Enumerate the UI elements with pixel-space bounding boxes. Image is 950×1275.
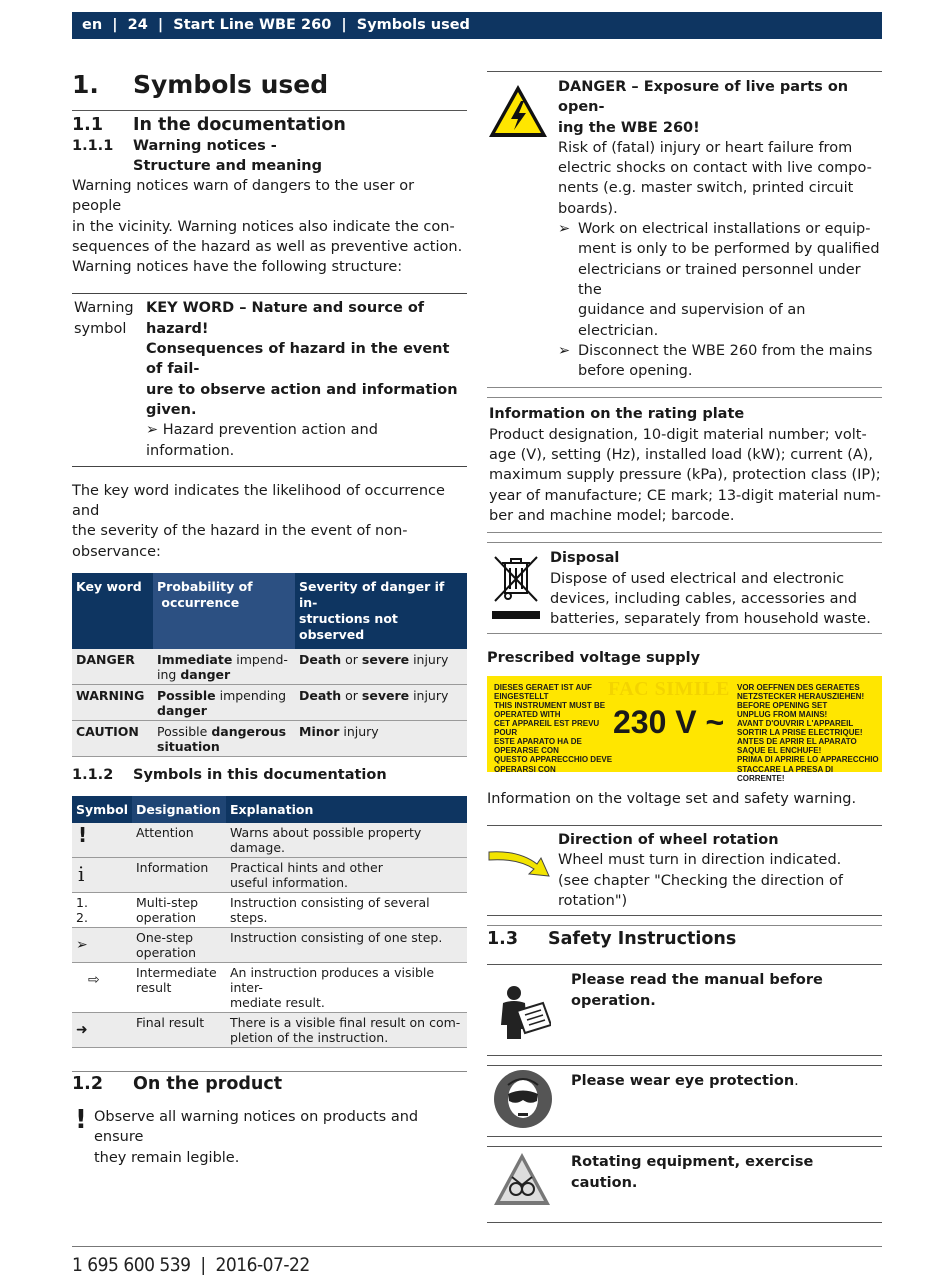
text-line: they remain legible. bbox=[94, 1149, 240, 1166]
text-line: Risk of (fatal) injury or heart failure from bbox=[558, 139, 853, 156]
arrow-icon: ➢ bbox=[558, 342, 571, 359]
text: impend- bbox=[232, 652, 288, 668]
divider bbox=[487, 633, 882, 634]
text-line: boards). bbox=[558, 200, 618, 217]
severity-cell bbox=[295, 721, 467, 757]
header-line: occurrence bbox=[157, 595, 240, 611]
label-line: AVANT D'OUVRIR L'APPAREIL bbox=[737, 719, 854, 729]
text-line: (see chapter "Checking the direction of bbox=[558, 872, 843, 889]
column-header bbox=[295, 573, 467, 649]
section-title: On the product bbox=[133, 1074, 283, 1095]
text-line: before opening. bbox=[578, 363, 693, 380]
table-row bbox=[72, 823, 467, 858]
label-line: OPERATED WITH bbox=[494, 710, 561, 719]
label-line: VOR OEFFNEN DES GERAETES bbox=[737, 682, 860, 692]
list-item bbox=[558, 219, 882, 341]
intermediate-result-icon: ⇨ bbox=[72, 963, 132, 1013]
table-row bbox=[72, 893, 467, 928]
label-line: BEFORE OPENING SET bbox=[737, 700, 828, 710]
list-item bbox=[558, 341, 882, 382]
explanation-cell: Warns about possible property damage. bbox=[226, 823, 467, 858]
divider bbox=[487, 1136, 882, 1137]
text-line: rotation") bbox=[558, 892, 628, 909]
page-header: en | 24 | Start Line WBE 260 | Symbols used bbox=[72, 12, 882, 39]
column-header: Key word bbox=[72, 573, 153, 649]
label-line: ANTES DE APRIR EL APARATO bbox=[737, 737, 857, 747]
table-row bbox=[72, 963, 467, 1013]
rating-plate-info bbox=[487, 398, 882, 526]
text-bold: Possible bbox=[157, 688, 216, 704]
right-column bbox=[487, 71, 882, 1223]
label-line: THIS INSTRUMENT MUST BE bbox=[494, 700, 606, 710]
disposal-notice bbox=[487, 543, 882, 629]
label-line: UNPLUG FROM MAINS! bbox=[737, 710, 828, 719]
divider bbox=[487, 1055, 882, 1056]
one-step-icon: ➢ bbox=[72, 928, 132, 963]
text-line: Warning bbox=[74, 300, 134, 317]
designation-cell: Multi-step operation bbox=[132, 893, 226, 928]
severity-cell bbox=[295, 685, 467, 721]
fac-simile-watermark: FAC SIMILE bbox=[608, 677, 730, 700]
title-line: Warning notices - bbox=[133, 138, 277, 154]
section-title: Symbols used bbox=[133, 69, 329, 99]
divider bbox=[487, 532, 882, 533]
designation-cell: Information bbox=[132, 858, 226, 893]
attention-icon: ! bbox=[75, 1105, 87, 1136]
text-line: symbol bbox=[74, 320, 127, 337]
header-line: Probability of bbox=[157, 579, 253, 595]
table-row bbox=[72, 721, 467, 757]
table-row bbox=[72, 685, 467, 721]
probability-cell bbox=[153, 649, 295, 685]
text-line: age (V), setting (Hz), installed load (kW); current (A), bbox=[489, 447, 874, 464]
text-line: nents (e.g. master switch, printed circuit bbox=[558, 180, 854, 197]
text-bold: dangerous bbox=[211, 724, 287, 740]
weee-bin-icon bbox=[487, 548, 550, 629]
label-line: NETZSTECKER HERAUSZIEHEN! bbox=[737, 691, 865, 701]
probability-cell bbox=[153, 721, 295, 757]
text-line: Wheel must turn in direction indicated. bbox=[558, 852, 842, 869]
safety-text: Please read the manual before operation. bbox=[571, 972, 823, 1009]
table-header-row bbox=[72, 573, 467, 649]
text-line: ber and machine model; barcode. bbox=[489, 507, 735, 524]
text-line: maximum supply pressure (kPa), protection class (IP); bbox=[489, 467, 881, 484]
label-line: OPERARSE CON bbox=[494, 746, 559, 756]
danger-text bbox=[558, 77, 882, 381]
safety-eye-protection bbox=[487, 1066, 882, 1136]
section-number: 1.1.2 bbox=[72, 767, 114, 784]
header-line: Severity of danger if in- bbox=[299, 579, 445, 611]
text-line: year of manufacture; CE mark; 13-digit material num- bbox=[489, 487, 881, 504]
label-line: SAQUE EL ENCHUFE! bbox=[737, 746, 822, 756]
text-line: guidance and supervision of an electrician. bbox=[578, 302, 806, 339]
safety-rotating-equipment bbox=[487, 1147, 882, 1222]
final-result-icon: ➜ bbox=[72, 1013, 132, 1048]
section-number: 1.2 bbox=[72, 1074, 104, 1095]
information-icon: i bbox=[72, 858, 132, 893]
column-header bbox=[153, 573, 295, 649]
explanation-cell: There is a visible final result on com- pletion of the instruction. bbox=[226, 1013, 467, 1048]
section-number: 1. bbox=[72, 69, 99, 99]
text-line: Disconnect the WBE 260 from the mains bbox=[578, 342, 873, 359]
eye-protection-icon bbox=[487, 1066, 571, 1136]
label-line: OPERARSI CON bbox=[494, 764, 556, 774]
label-text-right bbox=[737, 683, 882, 783]
column-header: Symbol bbox=[72, 796, 132, 823]
table-row bbox=[72, 649, 467, 685]
header-line: structions not observed bbox=[299, 611, 398, 643]
text: Possible bbox=[157, 724, 212, 740]
text-line: electric shocks on contact with live compo- bbox=[558, 160, 872, 177]
text-bold: severe bbox=[361, 652, 410, 668]
section-1-1-2-heading bbox=[72, 765, 467, 785]
section-1-1-1-heading bbox=[72, 136, 467, 176]
rotation-title: Direction of wheel rotation bbox=[558, 832, 779, 849]
product-notice bbox=[72, 1107, 467, 1168]
read-manual-icon bbox=[487, 965, 571, 1055]
keyword-intro bbox=[72, 481, 467, 562]
section-1-heading bbox=[72, 66, 467, 102]
label-line: DIESES GERAET IST AUF bbox=[494, 682, 592, 692]
section-1-1-heading bbox=[72, 115, 467, 135]
consequence-line: Consequences of hazard in the event of fail- bbox=[146, 341, 450, 378]
text-line: electricians or trained personnel under the bbox=[578, 261, 861, 298]
divider bbox=[72, 110, 467, 111]
warning-symbol-label bbox=[74, 298, 146, 460]
text-line: the severity of the hazard in the event of non-observance: bbox=[72, 523, 408, 560]
label-line: EINGESTELLT bbox=[494, 691, 549, 701]
section-number: 1.3 bbox=[487, 929, 519, 950]
warning-structure-box bbox=[72, 293, 467, 466]
keyword-table bbox=[72, 573, 467, 757]
text-bold: Immediate bbox=[157, 652, 233, 668]
section-title: Symbols in this documentation bbox=[133, 767, 387, 784]
danger-title-line: ing the WBE 260! bbox=[558, 119, 700, 136]
text-bold: Minor bbox=[299, 724, 340, 740]
rotation-notice bbox=[487, 826, 882, 911]
column-header: Designation bbox=[132, 796, 226, 823]
text-bold: situation bbox=[157, 739, 220, 755]
safety-read-manual bbox=[487, 965, 882, 1055]
multi-step-icon: 1. 2. bbox=[72, 893, 132, 928]
probability-cell bbox=[153, 685, 295, 721]
divider bbox=[487, 915, 882, 916]
disposal-title: Disposal bbox=[550, 550, 620, 567]
section-1-3-heading bbox=[487, 929, 882, 949]
action-line: ➢ Hazard prevention action and information. bbox=[146, 422, 378, 459]
danger-notice bbox=[487, 72, 882, 381]
text: ing bbox=[157, 667, 181, 683]
text-line: Dispose of used electrical and electronic bbox=[550, 570, 845, 587]
text-line: The key word indicates the likelihood of occurrence and bbox=[72, 482, 445, 520]
text-bold: severe bbox=[361, 688, 410, 704]
text-line: sequences of the hazard as well as preventive action. bbox=[72, 238, 463, 255]
table-row bbox=[72, 1013, 467, 1048]
voltage-info: Information on the voltage set and safety warning. bbox=[487, 790, 857, 807]
footer-divider bbox=[72, 1246, 882, 1247]
rating-title: Information on the rating plate bbox=[489, 406, 745, 423]
text-bold: danger bbox=[157, 703, 207, 719]
section-title bbox=[133, 136, 322, 176]
consequence-line: ure to observe action and information given. bbox=[146, 381, 458, 418]
symbols-table bbox=[72, 796, 467, 1048]
arrow-icon: ➢ bbox=[558, 221, 571, 238]
page-footer: 1 695 600 539 | 2016-07-22 bbox=[72, 1254, 310, 1275]
attention-icon: ! bbox=[72, 823, 132, 858]
explanation-cell: Instruction consisting of several steps. bbox=[226, 893, 467, 928]
label-line: QUESTO APPARECCHIO DEVE bbox=[494, 755, 613, 765]
table-row bbox=[72, 858, 467, 893]
left-column bbox=[72, 66, 467, 1168]
rotation-text bbox=[558, 830, 843, 911]
rotating-equipment-icon bbox=[487, 1147, 571, 1222]
disposal-text bbox=[550, 548, 871, 629]
text: injury bbox=[339, 724, 379, 740]
table-header-row bbox=[72, 796, 467, 823]
divider bbox=[487, 1222, 882, 1223]
voltage-title: Prescribed voltage supply bbox=[487, 650, 701, 667]
safety-text-bold: Please wear eye protection bbox=[571, 1073, 795, 1090]
text-line: devices, including cables, accessories and bbox=[550, 590, 857, 607]
text-line: ment is only to be performed by qualified bbox=[578, 241, 880, 258]
text-line: in the vicinity. Warning notices also indicate the con- bbox=[72, 218, 455, 235]
voltage-value: 230 V ~ bbox=[613, 703, 725, 740]
divider bbox=[72, 1071, 467, 1072]
section-title: Safety Instructions bbox=[548, 929, 737, 950]
text-bold: Death bbox=[299, 652, 342, 668]
divider bbox=[487, 925, 882, 926]
text: impending bbox=[215, 688, 287, 704]
text: or bbox=[341, 652, 362, 668]
text-line: Product designation, 10-digit material number; volt- bbox=[489, 426, 867, 443]
designation-cell: Attention bbox=[132, 823, 226, 858]
voltage-label bbox=[487, 676, 882, 783]
text: injury bbox=[409, 688, 449, 704]
danger-actions bbox=[558, 219, 882, 381]
text-line: Warning notices warn of dangers to the user or people bbox=[72, 178, 415, 215]
keyword-cell: CAUTION bbox=[72, 721, 153, 757]
product-notice-text bbox=[94, 1107, 467, 1168]
table-row bbox=[72, 928, 467, 963]
rotation-arrow-icon bbox=[487, 830, 558, 911]
text-line: Observe all warning notices on products and ensure bbox=[94, 1109, 419, 1146]
severity-cell bbox=[295, 649, 467, 685]
text: or bbox=[341, 688, 362, 704]
title-line: Structure and meaning bbox=[133, 158, 322, 174]
action-text bbox=[578, 341, 872, 382]
keyword-cell: WARNING bbox=[72, 685, 153, 721]
column-header: Explanation bbox=[226, 796, 467, 823]
text: injury bbox=[409, 652, 449, 668]
text-line: Work on electrical installations or equip- bbox=[578, 221, 871, 238]
keyword-line: KEY WORD – Nature and source of hazard! bbox=[146, 300, 425, 337]
designation-cell: Intermediate result bbox=[132, 963, 226, 1013]
explanation-cell: An instruction produces a visible inter- mediate result. bbox=[226, 963, 467, 1013]
safety-text: Rotating equipment, exercise caution. bbox=[571, 1154, 814, 1191]
warning-structure-body bbox=[146, 298, 467, 460]
intro-paragraph bbox=[72, 176, 467, 277]
label-line: STACCARE LA PRESA DI CORRENTE! bbox=[737, 764, 834, 783]
text: . bbox=[794, 1073, 799, 1090]
divider bbox=[487, 387, 882, 388]
section-1-2-heading bbox=[72, 1074, 467, 1094]
danger-title-line: DANGER – Exposure of live parts on open- bbox=[558, 79, 849, 116]
action-text bbox=[578, 219, 882, 341]
text-bold: Death bbox=[299, 688, 342, 704]
label-line: POUR bbox=[494, 728, 518, 738]
designation-cell: Final result bbox=[132, 1013, 226, 1048]
section-title: In the documentation bbox=[133, 115, 346, 135]
label-line: PRIMA DI APRIRE LO APPARECCHIO bbox=[737, 755, 879, 765]
text-line: batteries, separately from household waste. bbox=[550, 611, 871, 628]
explanation-cell: Practical hints and other useful information. bbox=[226, 858, 467, 893]
designation-cell: One-step operation bbox=[132, 928, 226, 963]
keyword-cell: DANGER bbox=[72, 649, 153, 685]
explanation-cell: Instruction consisting of one step. bbox=[226, 928, 467, 963]
section-number: 1.1.1 bbox=[72, 138, 114, 154]
safety-text bbox=[571, 1066, 799, 1136]
section-number: 1.1 bbox=[72, 115, 104, 135]
text-bold: danger bbox=[180, 667, 231, 683]
label-line: CET APPAREIL EST PREVU bbox=[494, 719, 600, 729]
high-voltage-icon bbox=[487, 77, 558, 381]
label-text-left bbox=[494, 683, 614, 774]
label-line: ESTE APARATO HA DE bbox=[494, 737, 582, 747]
label-line: SORTIR LA PRISE ELECTRIQUE! bbox=[737, 728, 863, 738]
text-line: Warning notices have the following structure: bbox=[72, 259, 403, 276]
